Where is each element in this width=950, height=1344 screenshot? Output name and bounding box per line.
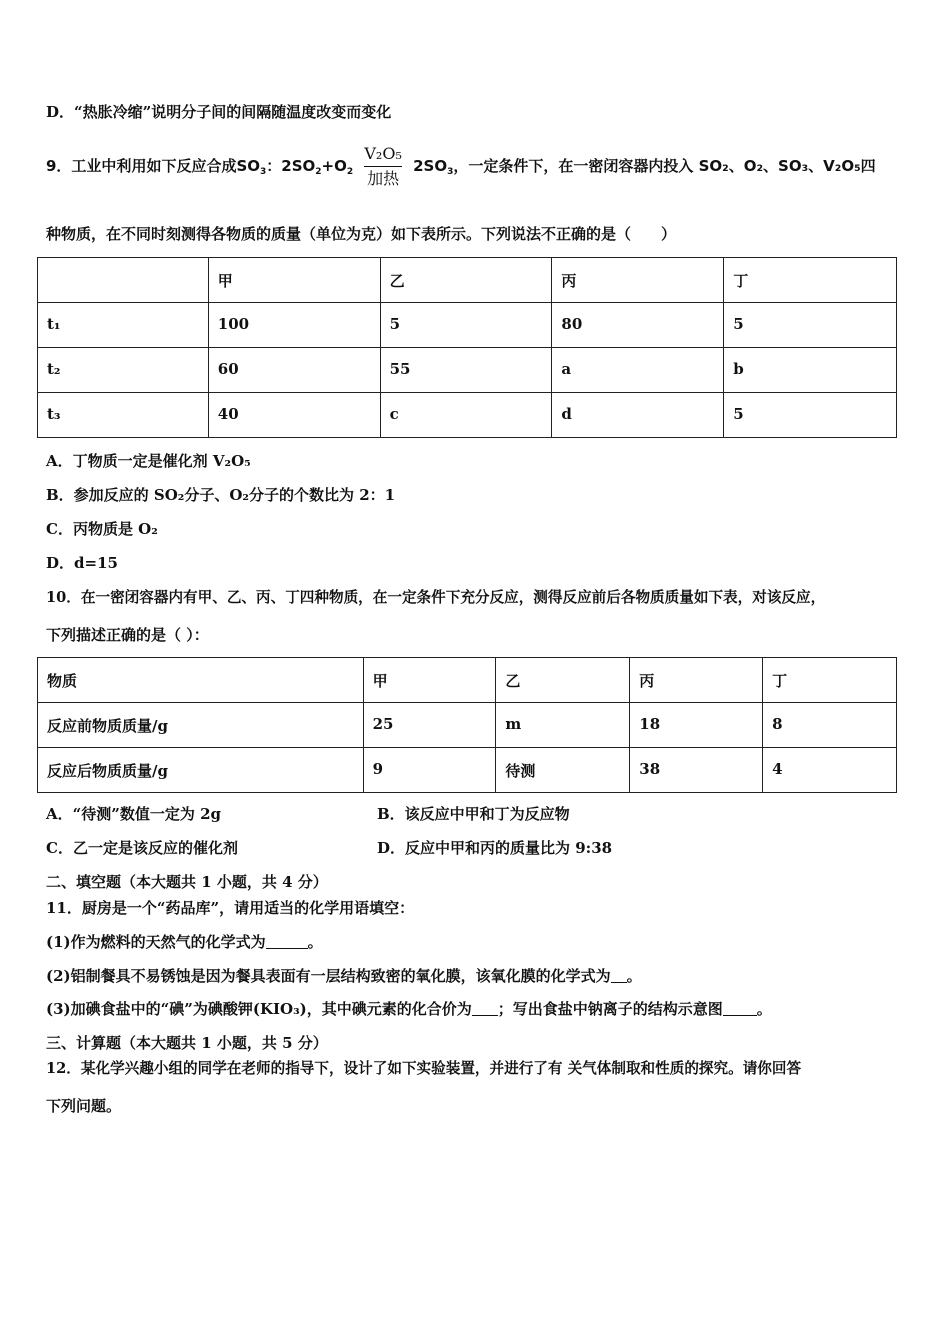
- q9-stem-line2: 种物质，在不同时刻测得各物质的质量（单位为克）如下表所示。下列说法不正确的是（ ）: [46, 225, 677, 243]
- table-row: [38, 658, 897, 703]
- q11-part2: (2)铝制餐具不易锈蚀是因为餐具表面有一层结构致密的氧化膜，该氧化膜的化学式为 。: [46, 967, 642, 985]
- table-cell: [38, 258, 209, 303]
- table-cell: 5: [380, 303, 552, 348]
- table-row: [38, 703, 897, 748]
- table-cell: 丙: [630, 658, 763, 703]
- q9-option-a: A．丁物质一定是催化剂 V₂O₅: [46, 452, 251, 470]
- table-cell: 8: [763, 703, 897, 748]
- table-cell: 18: [630, 703, 763, 748]
- q10-stem-line1: 10．在一密闭容器内有甲、乙、丙、丁四种物质，在一定条件下充分反应，测得反应前后各物质质量如下表，对该反应，: [46, 589, 826, 606]
- table-cell: 55: [380, 348, 552, 393]
- table-cell: 100: [208, 303, 380, 348]
- reaction-condition: [364, 144, 402, 189]
- q10-option-c: C．乙一定是该反应的催化剂: [46, 839, 238, 857]
- table-cell: 9: [363, 748, 496, 793]
- q9-stem-line1: 9．工业中利用如下反应合成$SO_3$：$2SO_2+O_2$ $\frac{\text{V₂O₅}}{\text{加热}}$ $2SO_3$，一定条件下，在一密闭容器内投入 SO₂、O₂、SO₃、V₂O₅四: [46, 144, 876, 188]
- table-cell: 80: [552, 303, 724, 348]
- q10-option-a: A．“待测”数值一定为 2g: [46, 805, 222, 823]
- answer-blank: [266, 934, 308, 949]
- answer-blank: [611, 968, 627, 983]
- table-cell: 待测: [496, 748, 630, 793]
- q11-part1: (1)作为燃料的天然气的化学式为 。: [46, 933, 323, 951]
- table-cell: t₁: [38, 303, 209, 348]
- table-cell: 反应前物质质量/g: [38, 703, 364, 748]
- table-cell: 反应后物质质量/g: [38, 748, 364, 793]
- table-cell: 甲: [363, 658, 496, 703]
- q9-suffix: ，一定条件下，在一密闭容器内投入 SO₂、O₂、SO₃、V₂O₅四: [453, 157, 876, 175]
- table-cell: d: [552, 393, 724, 438]
- table-cell: b: [724, 348, 897, 393]
- table-cell: 丁: [724, 258, 897, 303]
- table-cell: 乙: [496, 658, 630, 703]
- q9-option-b: B．参加反应的 SO₂分子、O₂分子的个数比为 2：1: [46, 486, 396, 504]
- catalyst-label: V₂O₅: [364, 144, 402, 163]
- table-cell: 25: [363, 703, 496, 748]
- q9-table: [37, 257, 897, 438]
- table-cell: t₃: [38, 393, 209, 438]
- table-cell: a: [552, 348, 724, 393]
- table-row: [38, 303, 897, 348]
- table-cell: 4: [763, 748, 897, 793]
- table-cell: 丙: [552, 258, 724, 303]
- table-cell: 60: [208, 348, 380, 393]
- q10-option-b: B．该反应中甲和丁为反应物: [377, 805, 570, 823]
- section-2-heading: 二、填空题（本大题共 1 小题，共 4 分）: [46, 873, 328, 891]
- q11-stem: 11．厨房是一个“药品库”，请用适当的化学用语填空：: [46, 899, 415, 917]
- q9-prefix: 9．工业中利用如下反应合成: [46, 157, 237, 175]
- table-row: [38, 258, 897, 303]
- table-cell: 甲: [208, 258, 380, 303]
- table-cell: 38: [630, 748, 763, 793]
- table-cell: 乙: [380, 258, 552, 303]
- table-cell: t₂: [38, 348, 209, 393]
- table-row: [38, 393, 897, 438]
- table-row: [38, 748, 897, 793]
- q9-option-d: D．d=15: [46, 554, 118, 572]
- table-cell: c: [380, 393, 552, 438]
- table-cell: 40: [208, 393, 380, 438]
- table-row: [38, 348, 897, 393]
- table-cell: m: [496, 703, 630, 748]
- q10-stem-line2: 下列描述正确的是（ ）：: [46, 626, 209, 644]
- section-3-heading: 三、计算题（本大题共 1 小题，共 5 分）: [46, 1034, 328, 1052]
- answer-blank: [472, 1001, 498, 1016]
- q12-line2: 下列问题。: [46, 1097, 122, 1115]
- q10-option-d: D．反应中甲和丙的质量比为 9:38: [377, 839, 613, 857]
- q12-line1: 12．某化学兴趣小组的同学在老师的指导下，设计了如下实验装置，并进行了有 关气体制取和性质的探究。请你回答: [46, 1060, 802, 1077]
- table-cell: 物质: [38, 658, 364, 703]
- q8-option-d: D．“热胀冷缩”说明分子间的间隔随温度改变而变化: [46, 103, 392, 121]
- table-cell: 丁: [763, 658, 897, 703]
- answer-blank: [723, 1001, 757, 1016]
- table-cell: 5: [724, 303, 897, 348]
- reaction-arrow-bar: [364, 166, 402, 167]
- q10-table: [37, 657, 897, 793]
- q9-option-c: C．丙物质是 O₂: [46, 520, 158, 538]
- heating-label: 加热: [367, 169, 400, 188]
- table-cell: 5: [724, 393, 897, 438]
- q11-part3: (3)加碘食盐中的“碘”为碘酸钾(KIO₃)，其中碘元素的化合价为 ；写出食盐中钠离子的结构示意图 。: [46, 1000, 772, 1018]
